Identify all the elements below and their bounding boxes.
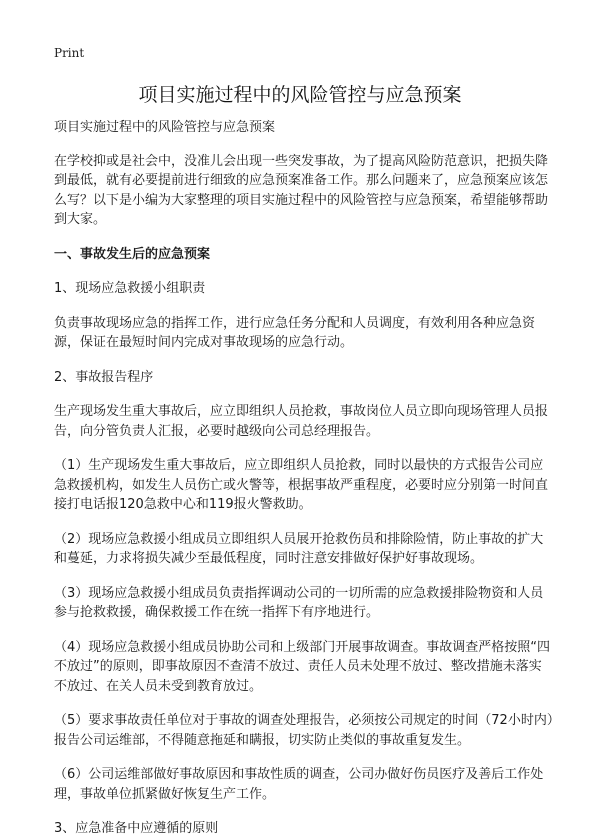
sub-item-paragraph: （4）现场应急救援小组成员协助公司和上级部门开展事故调查。事故调查严格按照“四不放过”的原则，即事故原因不查清不放过、责任人员未处理不放过、整改措施未落实不放过、在关人员未受到教育放过。 [54,639,551,694]
page-title: 项目实施过程中的风险管控与应急预案 [138,84,462,106]
sub-item-paragraph: （2）现场应急救援小组成员立即组织人员展开抢救伤员和排除险情，防止事故的扩大和蔓延，力求将损失减少至最低程度，同时注意安排做好保护好事故现场。 [54,531,544,566]
intro-paragraph: 在学校抑或是社会中，没准儿会出现一些突发事故，为了提高风险防范意识，把损失降到最低，就有必要提前进行细致的应急预案准备工作。那么问题来了，应急预案应该怎么写？以下是小编为大家整理的项目实施过程中的风险管控与应急预案，希望能够帮助到大家。 [54,153,549,227]
article-body [54,118,554,839]
sub-item-paragraph: （1）生产现场发生重大事故后，应立即组织人员抢救，同时以最快的方式报告公司应急救援机构，如发生人员伤亡或火警等，根据事故严重程度，必要时应分别第一时间直接打电话报120急救中心和119报火警救助。 [54,458,549,512]
section-heading: 一、事故发生后的应急预案 [54,246,211,262]
item-title: 3、应急准备中应遵循的原则 [54,821,219,836]
sub-item-paragraph: （3）现场应急救援小组成员负责指挥调动公司的一切所需的应急救援排险物资和人员参与抢救救援，确保救援工作在统一指挥下有序地进行。 [54,585,544,620]
item-title: 2、事故报告程序 [54,369,154,385]
item-title: 1、现场应急救援小组职责 [54,281,206,296]
article-subtitle: 项目实施过程中的风险管控与应急预案 [54,120,276,135]
print-link[interactable]: Print [54,46,85,60]
item-paragraph: 生产现场发生重大事故后，应立即组织人员抢救，事故岗位人员立即向现场管理人员报告，向分管负责人汇报，必要时越级向公司总经理报告。 [54,404,549,439]
sub-item-paragraph: （6）公司运维部做好事故原因和事故性质的调查，公司办做好伤员医疗及善后工作处理，事故单位抓紧做好恢复生产工作。 [54,767,544,802]
item-paragraph: 负责事故现场应急的指挥工作，进行应急任务分配和人员调度，有效利用各种应急资源，保证在最短时间内完成对事故现场的应急行动。 [54,315,536,350]
sub-item-paragraph: （5）要求事故责任单位对于事故的调查处理报告，必须按公司规定的时间（72小时内）报告公司运维部，不得随意拖延和瞒报，切实防止类似的事故重复发生。 [54,713,554,748]
